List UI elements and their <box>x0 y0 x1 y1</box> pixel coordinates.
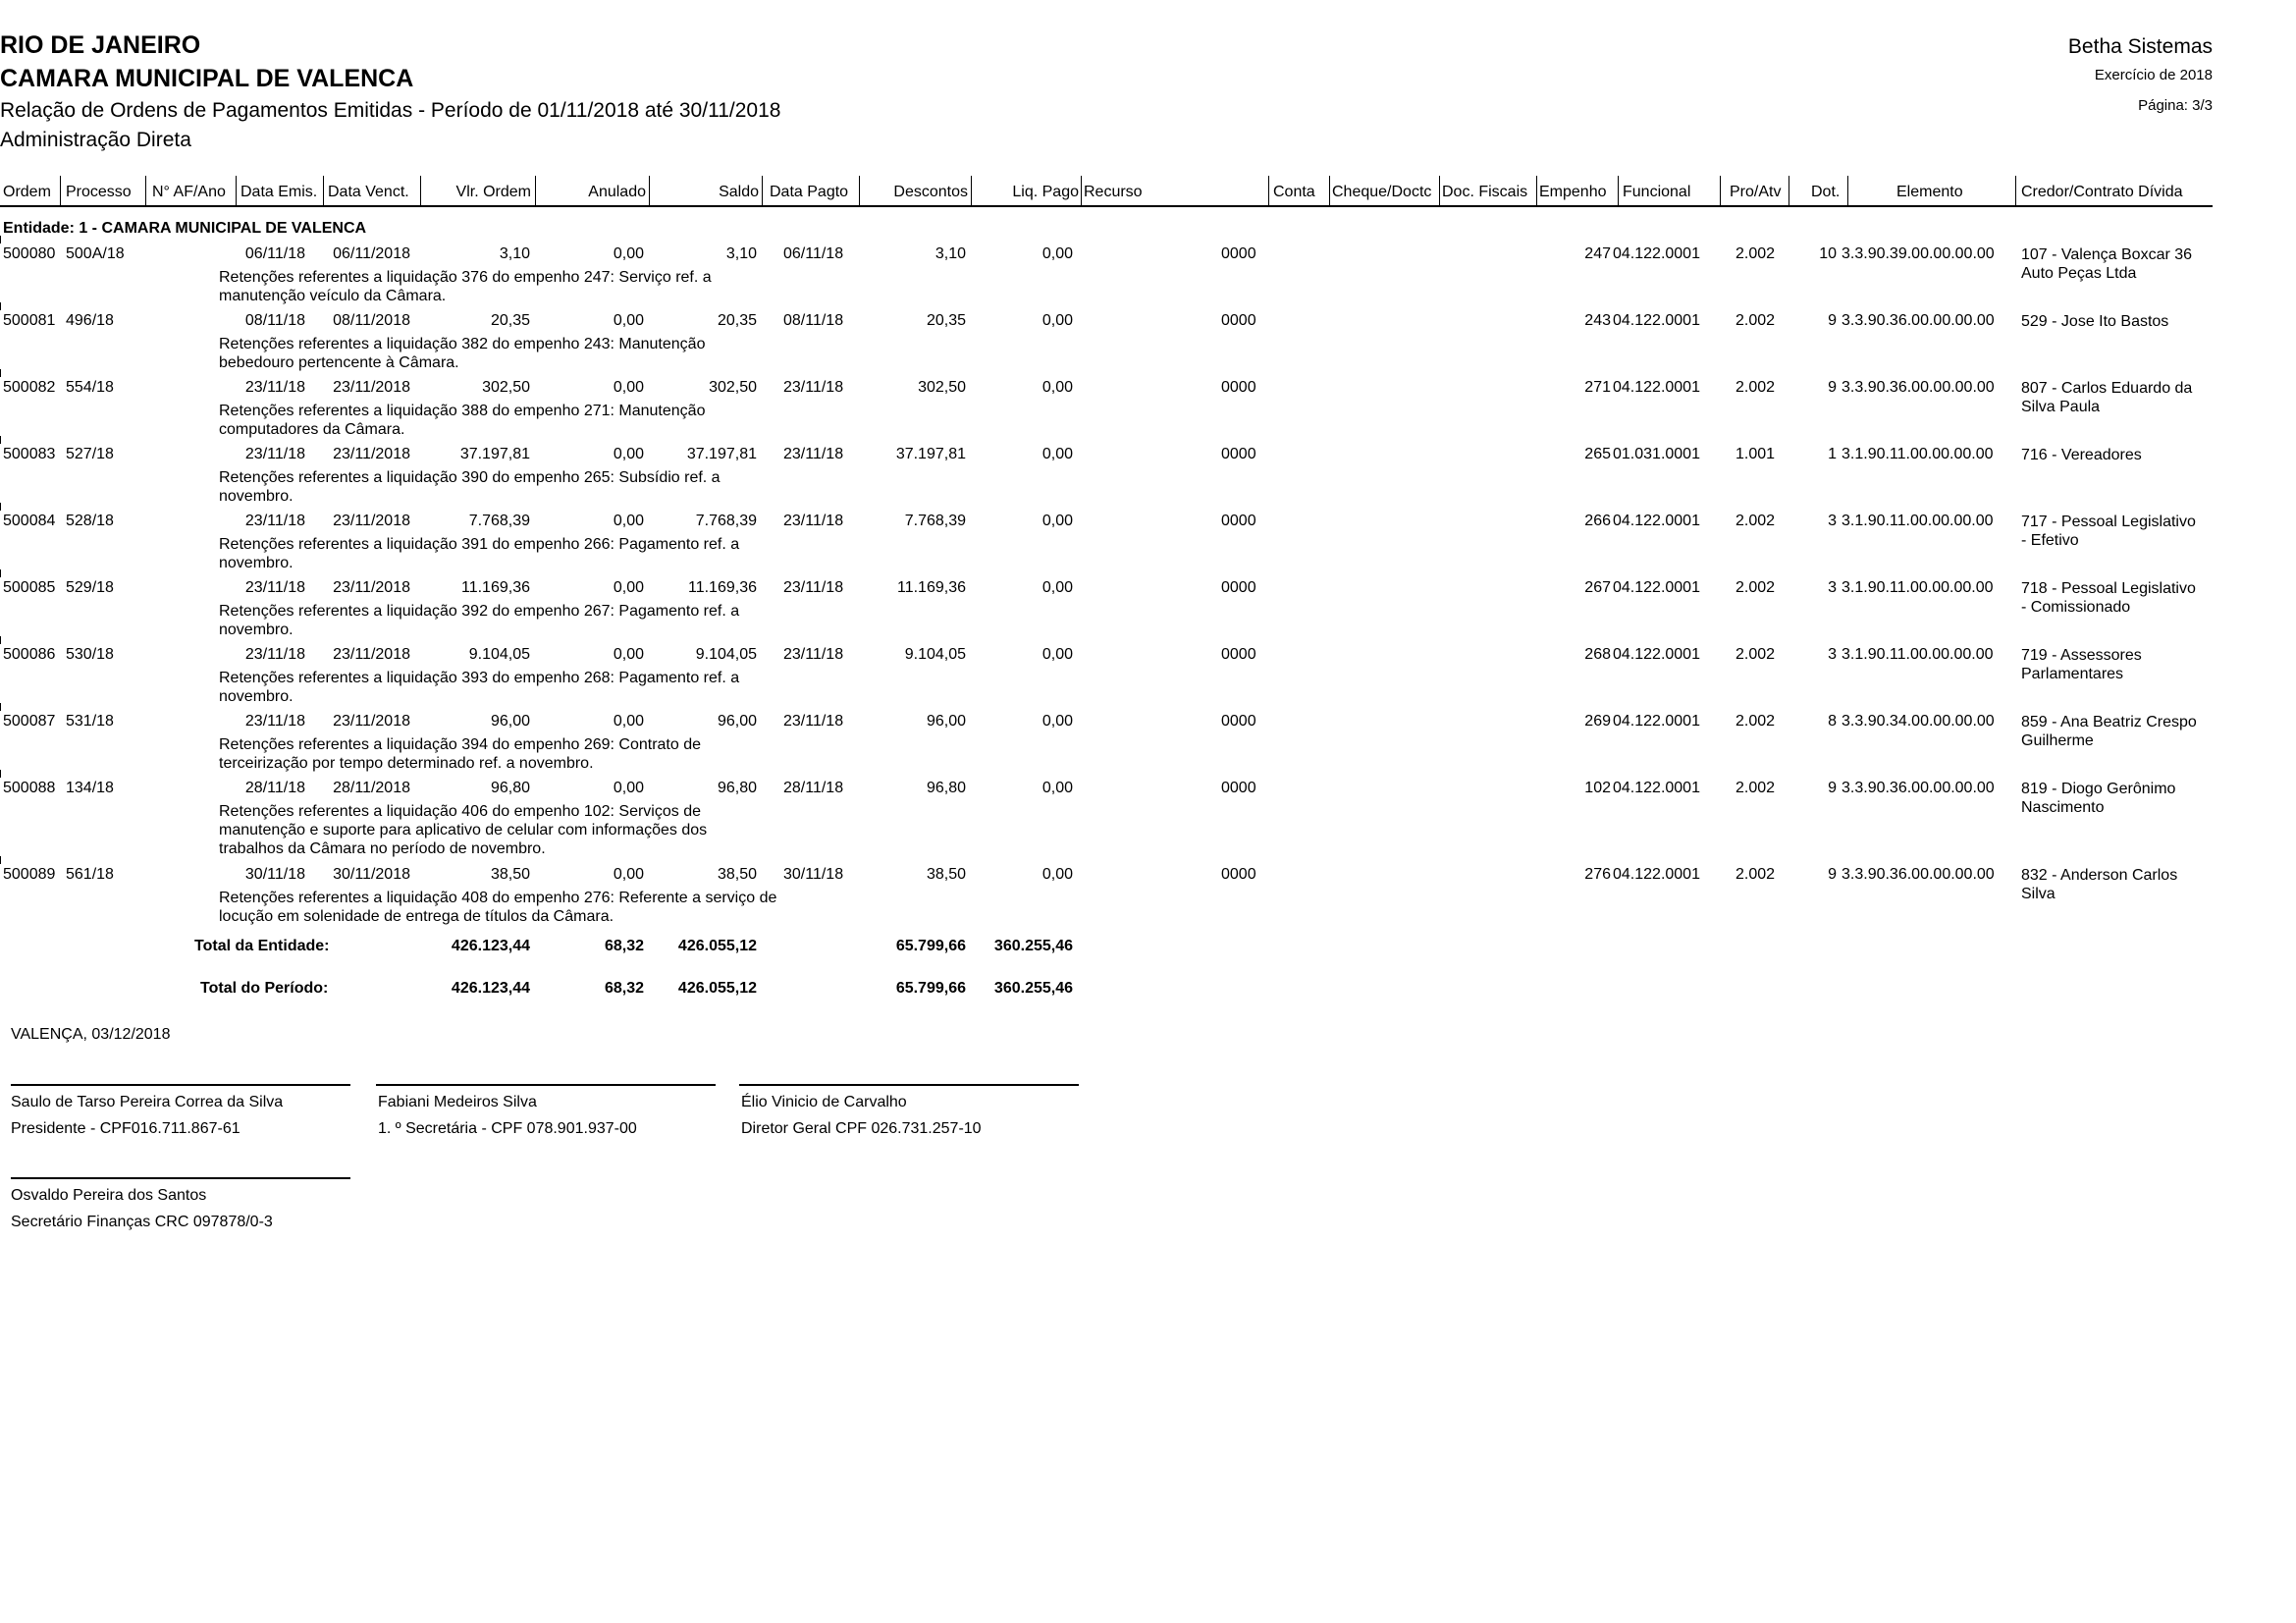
cell-recurso: 0000 <box>1221 579 1256 596</box>
total-entity-label: Total da Entidade: <box>194 938 330 954</box>
cell-data-venct: 30/11/2018 <box>333 866 410 883</box>
cell-data-pagto: 23/11/18 <box>783 446 844 462</box>
cell-memo: Retenções referentes a liquidação 390 do empenho 265: Subsídio ref. a novembro. <box>219 469 721 505</box>
report-title: Relação de Ordens de Pagamentos Emitidas - Período de 01/11/2018 até 30/11/2018 <box>0 99 781 122</box>
cell-pro-atv: 2.002 <box>1735 579 1776 596</box>
cell-dot: 9 <box>1828 866 1837 883</box>
cell-data-pagto: 30/11/18 <box>783 866 844 883</box>
cell-pro-atv: 2.002 <box>1735 866 1776 883</box>
cell-descontos: 11.169,36 <box>897 579 966 596</box>
cell-empenho: 102 <box>1584 780 1611 796</box>
cell-data-pagto: 23/11/18 <box>783 513 844 529</box>
cell-data-pagto: 23/11/18 <box>783 713 844 730</box>
cell-elemento: 3.3.90.36.00.00.00.00 <box>1842 780 1995 796</box>
cell-ordem: 500080 <box>3 245 56 262</box>
cell-recurso: 0000 <box>1221 312 1256 329</box>
cell-descontos: 9.104,05 <box>904 646 966 663</box>
cell-saldo: 3,10 <box>725 245 757 262</box>
cell-vlr-ordem: 11.169,36 <box>461 579 530 596</box>
row-separator-tick <box>0 636 1 644</box>
cell-ordem: 500089 <box>3 866 56 883</box>
total-period-liq-pago: 360.255,46 <box>993 980 1073 997</box>
total-period-vlr-ordem: 426.123,44 <box>451 980 530 997</box>
cell-funcional: 04.122.0001 <box>1613 780 1700 796</box>
cell-empenho: 271 <box>1584 379 1611 396</box>
cell-saldo: 9.104,05 <box>695 646 757 663</box>
cell-ordem: 500084 <box>3 513 56 529</box>
cell-dot: 9 <box>1828 780 1837 796</box>
cell-data-venct: 23/11/2018 <box>333 446 410 462</box>
col-pro-atv: Pro/Atv <box>1730 184 1782 200</box>
col-descontos: Descontos <box>893 184 968 200</box>
cell-liq-pago: 0,00 <box>1041 780 1073 796</box>
row-separator-tick <box>0 569 1 577</box>
exercise-label: Exercício de 2018 <box>2094 67 2213 83</box>
cell-liq-pago: 0,00 <box>1041 379 1073 396</box>
cell-vlr-ordem: 20,35 <box>490 312 530 329</box>
cell-processo: 530/18 <box>66 646 114 663</box>
cell-data-pagto: 23/11/18 <box>783 579 844 596</box>
cell-recurso: 0000 <box>1221 446 1256 462</box>
cell-data-emis: 08/11/18 <box>244 312 305 329</box>
entity-label: Entidade: 1 - CAMARA MUNICIPAL DE VALENCA <box>3 220 367 237</box>
cell-data-pagto: 28/11/18 <box>783 780 844 796</box>
row-separator-tick <box>0 770 1 778</box>
cell-pro-atv: 2.002 <box>1735 245 1776 262</box>
cell-anulado: 0,00 <box>613 579 644 596</box>
cell-funcional: 01.031.0001 <box>1613 446 1700 462</box>
cell-elemento: 3.1.90.11.00.00.00.00 <box>1842 446 1994 462</box>
cell-anulado: 0,00 <box>613 780 644 796</box>
cell-data-emis: 23/11/18 <box>244 646 305 663</box>
cell-credor: 716 - Vereadores <box>2021 447 2142 463</box>
cell-vlr-ordem: 7.768,39 <box>468 513 530 529</box>
cell-data-venct: 08/11/2018 <box>333 312 410 329</box>
cell-liq-pago: 0,00 <box>1041 579 1073 596</box>
cell-memo: Retenções referentes a liquidação 393 do empenho 268: Pagamento ref. a novembro. <box>219 670 740 705</box>
cell-anulado: 0,00 <box>613 646 644 663</box>
cell-credor: 529 - Jose Ito Bastos <box>2021 313 2169 330</box>
cell-memo: Retenções referentes a liquidação 391 do empenho 266: Pagamento ref. a novembro. <box>219 536 740 571</box>
cell-data-emis: 23/11/18 <box>244 513 305 529</box>
cell-memo: Retenções referentes a liquidação 376 do empenho 247: Serviço ref. a manutenção veículo da Câmara. <box>219 269 712 304</box>
cell-processo: 500A/18 <box>66 245 125 262</box>
cell-pro-atv: 2.002 <box>1735 713 1776 730</box>
cell-elemento: 3.3.90.36.00.00.00.00 <box>1842 866 1995 883</box>
signature-name: Fabiani Medeiros Silva <box>378 1094 537 1110</box>
cell-funcional: 04.122.0001 <box>1613 513 1700 529</box>
signature-role: Secretário Finanças CRC 097878/0-3 <box>11 1214 273 1230</box>
signature-name: Élio Vinicio de Carvalho <box>741 1094 907 1110</box>
col-anulado: Anulado <box>588 184 646 200</box>
cell-vlr-ordem: 9.104,05 <box>468 646 530 663</box>
col-credor: Credor/Contrato Dívida <box>2021 184 2183 200</box>
cell-elemento: 3.3.90.36.00.00.00.00 <box>1842 379 1995 396</box>
cell-processo: 527/18 <box>66 446 114 462</box>
cell-empenho: 267 <box>1584 579 1611 596</box>
row-separator-tick <box>0 856 1 864</box>
cell-empenho: 268 <box>1584 646 1611 663</box>
signature-name: Saulo de Tarso Pereira Correa da Silva <box>11 1094 284 1110</box>
cell-liq-pago: 0,00 <box>1041 312 1073 329</box>
cell-elemento: 3.1.90.11.00.00.00.00 <box>1842 646 1994 663</box>
cell-credor: 832 - Anderson Carlos Silva <box>2021 867 2178 902</box>
cell-elemento: 3.3.90.39.00.00.00.00 <box>1842 245 1995 262</box>
cell-data-emis: 23/11/18 <box>244 379 305 396</box>
cell-descontos: 96,80 <box>926 780 966 796</box>
row-separator-tick <box>0 369 1 377</box>
row-separator-tick <box>0 236 1 243</box>
cell-anulado: 0,00 <box>613 245 644 262</box>
cell-data-emis: 30/11/18 <box>244 866 305 883</box>
cell-ordem: 500088 <box>3 780 56 796</box>
cell-anulado: 0,00 <box>613 513 644 529</box>
cell-recurso: 0000 <box>1221 646 1256 663</box>
cell-data-pagto: 06/11/18 <box>783 245 844 262</box>
cell-empenho: 266 <box>1584 513 1611 529</box>
cell-descontos: 20,35 <box>926 312 966 329</box>
cell-credor: 107 - Valença Boxcar 36 Auto Peças Ltda <box>2021 246 2193 282</box>
cell-anulado: 0,00 <box>613 713 644 730</box>
col-liq-pago: Liq. Pago <box>1012 184 1079 200</box>
row-separator-tick <box>0 503 1 511</box>
cell-descontos: 3,10 <box>934 245 966 262</box>
col-funcional: Funcional <box>1623 184 1691 200</box>
cell-dot: 9 <box>1828 312 1837 329</box>
cell-pro-atv: 2.002 <box>1735 312 1776 329</box>
cell-data-pagto: 23/11/18 <box>783 646 844 663</box>
cell-memo: Retenções referentes a liquidação 382 do empenho 243: Manutenção bebedouro pertencente à Câmara. <box>219 336 706 371</box>
cell-processo: 531/18 <box>66 713 114 730</box>
cell-anulado: 0,00 <box>613 312 644 329</box>
cell-vlr-ordem: 38,50 <box>490 866 530 883</box>
cell-credor: 819 - Diogo Gerônimo Nascimento <box>2021 781 2176 816</box>
cell-funcional: 04.122.0001 <box>1613 866 1700 883</box>
cell-funcional: 04.122.0001 <box>1613 579 1700 596</box>
total-period-label: Total do Período: <box>200 980 329 997</box>
page-number: Página: 3/3 <box>2138 97 2213 114</box>
col-empenho: Empenho <box>1539 184 1607 200</box>
cell-pro-atv: 2.002 <box>1735 646 1776 663</box>
cell-ordem: 500082 <box>3 379 56 396</box>
cell-credor: 717 - Pessoal Legislativo - Efetivo <box>2021 514 2196 549</box>
col-data-venct: Data Venct. <box>328 184 409 200</box>
cell-saldo: 7.768,39 <box>695 513 757 529</box>
cell-pro-atv: 2.002 <box>1735 513 1776 529</box>
cell-vlr-ordem: 96,00 <box>490 713 530 730</box>
cell-ordem: 500085 <box>3 579 56 596</box>
cell-liq-pago: 0,00 <box>1041 513 1073 529</box>
cell-memo: Retenções referentes a liquidação 394 do empenho 269: Contrato de terceirização por tempo determinado ref. a novembro. <box>219 736 702 772</box>
cell-data-venct: 23/11/2018 <box>333 379 410 396</box>
cell-elemento: 3.3.90.36.00.00.00.00 <box>1842 312 1995 329</box>
cell-data-venct: 23/11/2018 <box>333 646 410 663</box>
cell-descontos: 96,00 <box>926 713 966 730</box>
cell-data-emis: 23/11/18 <box>244 446 305 462</box>
cell-funcional: 04.122.0001 <box>1613 245 1700 262</box>
cell-dot: 3 <box>1828 513 1837 529</box>
cell-memo: Retenções referentes a liquidação 408 do empenho 276: Referente a serviço de locução em solenidade de entrega de títulos da Câmara. <box>219 890 777 925</box>
cell-liq-pago: 0,00 <box>1041 713 1073 730</box>
cell-credor: 859 - Ana Beatriz Crespo Guilherme <box>2021 714 2197 749</box>
col-recurso: Recurso <box>1084 184 1143 200</box>
total-period-descontos: 65.799,66 <box>895 980 966 997</box>
cell-empenho: 247 <box>1584 245 1611 262</box>
col-processo: Processo <box>66 184 132 200</box>
cell-liq-pago: 0,00 <box>1041 245 1073 262</box>
total-entity-vlr-ordem: 426.123,44 <box>451 938 530 954</box>
cell-data-venct: 23/11/2018 <box>333 713 410 730</box>
col-conta: Conta <box>1273 184 1315 200</box>
cell-recurso: 0000 <box>1221 379 1256 396</box>
col-doc-fiscais: Doc. Fiscais <box>1442 184 1528 200</box>
col-ordem: Ordem <box>3 184 51 200</box>
entity-title: CAMARA MUNICIPAL DE VALENCA <box>0 65 414 92</box>
cell-recurso: 0000 <box>1221 780 1256 796</box>
cell-processo: 528/18 <box>66 513 114 529</box>
row-separator-tick <box>0 302 1 310</box>
cell-processo: 496/18 <box>66 312 114 329</box>
cell-funcional: 04.122.0001 <box>1613 379 1700 396</box>
col-data-pagto: Data Pagto <box>770 184 849 200</box>
cell-dot: 3 <box>1828 579 1837 596</box>
cell-vlr-ordem: 96,80 <box>490 780 530 796</box>
cell-data-venct: 06/11/2018 <box>333 245 410 262</box>
cell-saldo: 302,50 <box>709 379 757 396</box>
col-vlr-ordem: Vlr. Ordem <box>455 184 531 200</box>
cell-processo: 554/18 <box>66 379 114 396</box>
total-period-anulado: 68,32 <box>604 980 644 997</box>
cell-funcional: 04.122.0001 <box>1613 646 1700 663</box>
col-dot: Dot. <box>1811 184 1841 200</box>
cell-anulado: 0,00 <box>613 866 644 883</box>
cell-data-venct: 28/11/2018 <box>333 780 410 796</box>
cell-funcional: 04.122.0001 <box>1613 312 1700 329</box>
cell-recurso: 0000 <box>1221 866 1256 883</box>
cell-recurso: 0000 <box>1221 513 1256 529</box>
cell-vlr-ordem: 3,10 <box>499 245 530 262</box>
cell-data-emis: 06/11/18 <box>244 245 305 262</box>
col-elemento: Elemento <box>1896 184 1963 200</box>
cell-liq-pago: 0,00 <box>1041 866 1073 883</box>
signature-role: Presidente - CPF016.711.867-61 <box>11 1120 240 1137</box>
cell-empenho: 276 <box>1584 866 1611 883</box>
cell-saldo: 96,00 <box>717 713 757 730</box>
cell-elemento: 3.1.90.11.00.00.00.00 <box>1842 579 1994 596</box>
cell-liq-pago: 0,00 <box>1041 646 1073 663</box>
total-entity-liq-pago: 360.255,46 <box>993 938 1073 954</box>
cell-memo: Retenções referentes a liquidação 406 do empenho 102: Serviços de manutenção e suporte para aplicativo de celular com informações dos trabalhos da Câmara no período de novembro. <box>219 803 708 857</box>
cell-saldo: 37.197,81 <box>686 446 757 462</box>
cell-dot: 8 <box>1828 713 1837 730</box>
cell-descontos: 37.197,81 <box>895 446 966 462</box>
col-data-emis: Data Emis. <box>240 184 318 200</box>
cell-credor: 719 - Assessores Parlamentares <box>2021 647 2142 682</box>
total-entity-saldo: 426.055,12 <box>677 938 757 954</box>
place-date: VALENÇA, 03/12/2018 <box>11 1026 171 1043</box>
cell-data-venct: 23/11/2018 <box>333 579 410 596</box>
cell-pro-atv: 2.002 <box>1735 780 1776 796</box>
cell-ordem: 500086 <box>3 646 56 663</box>
cell-vlr-ordem: 37.197,81 <box>459 446 530 462</box>
cell-descontos: 302,50 <box>918 379 966 396</box>
signature-name: Osvaldo Pereira dos Santos <box>11 1187 207 1204</box>
col-cheque: Cheque/Doctc <box>1332 184 1432 200</box>
cell-pro-atv: 1.001 <box>1735 446 1776 462</box>
signature-role: 1. º Secretária - CPF 078.901.937-00 <box>378 1120 637 1137</box>
cell-recurso: 0000 <box>1221 713 1256 730</box>
cell-data-venct: 23/11/2018 <box>333 513 410 529</box>
cell-empenho: 265 <box>1584 446 1611 462</box>
cell-data-pagto: 08/11/18 <box>783 312 844 329</box>
cell-saldo: 38,50 <box>717 866 757 883</box>
cell-descontos: 7.768,39 <box>904 513 966 529</box>
cell-pro-atv: 2.002 <box>1735 379 1776 396</box>
cell-elemento: 3.3.90.34.00.00.00.00 <box>1842 713 1995 730</box>
cell-data-emis: 23/11/18 <box>244 579 305 596</box>
cell-dot: 10 <box>1819 245 1837 262</box>
cell-dot: 1 <box>1828 446 1837 462</box>
total-entity-descontos: 65.799,66 <box>895 938 966 954</box>
signature-role: Diretor Geral CPF 026.731.257-10 <box>741 1120 982 1137</box>
cell-memo: Retenções referentes a liquidação 388 do empenho 271: Manutenção computadores da Câmara. <box>219 403 706 438</box>
cell-empenho: 269 <box>1584 713 1611 730</box>
cell-liq-pago: 0,00 <box>1041 446 1073 462</box>
cell-dot: 9 <box>1828 379 1837 396</box>
cell-processo: 561/18 <box>66 866 114 883</box>
cell-elemento: 3.1.90.11.00.00.00.00 <box>1842 513 1994 529</box>
cell-funcional: 04.122.0001 <box>1613 713 1700 730</box>
state-title: RIO DE JANEIRO <box>0 31 201 59</box>
row-separator-tick <box>0 703 1 711</box>
row-separator-tick <box>0 436 1 444</box>
cell-processo: 134/18 <box>66 780 114 796</box>
cell-vlr-ordem: 302,50 <box>482 379 530 396</box>
cell-memo: Retenções referentes a liquidação 392 do empenho 267: Pagamento ref. a novembro. <box>219 603 740 638</box>
cell-credor: 718 - Pessoal Legislativo - Comissionado <box>2021 580 2196 616</box>
cell-ordem: 500087 <box>3 713 56 730</box>
cell-saldo: 11.169,36 <box>688 579 757 596</box>
col-saldo: Saldo <box>719 184 759 200</box>
company-name: Betha Sistemas <box>2067 35 2213 58</box>
cell-data-emis: 28/11/18 <box>244 780 305 796</box>
cell-ordem: 500083 <box>3 446 56 462</box>
administration-label: Administração Direta <box>0 129 191 151</box>
cell-saldo: 96,80 <box>717 780 757 796</box>
cell-dot: 3 <box>1828 646 1837 663</box>
cell-anulado: 0,00 <box>613 379 644 396</box>
cell-saldo: 20,35 <box>717 312 757 329</box>
cell-anulado: 0,00 <box>613 446 644 462</box>
total-period-saldo: 426.055,12 <box>677 980 757 997</box>
cell-ordem: 500081 <box>3 312 56 329</box>
cell-credor: 807 - Carlos Eduardo da Silva Paula <box>2021 380 2193 415</box>
cell-recurso: 0000 <box>1221 245 1256 262</box>
cell-data-pagto: 23/11/18 <box>783 379 844 396</box>
cell-descontos: 38,50 <box>926 866 966 883</box>
col-af-ano: N° AF/Ano <box>152 184 226 200</box>
total-entity-anulado: 68,32 <box>604 938 644 954</box>
cell-data-emis: 23/11/18 <box>244 713 305 730</box>
cell-empenho: 243 <box>1584 312 1611 329</box>
cell-processo: 529/18 <box>66 579 114 596</box>
